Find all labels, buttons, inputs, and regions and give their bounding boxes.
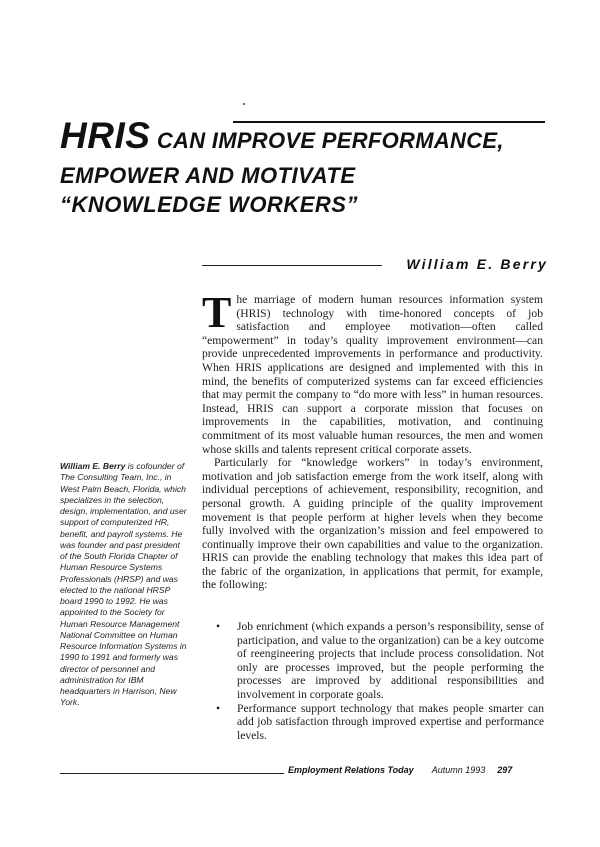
author-bio [60, 461, 188, 709]
paragraph-2: Particularly for “knowledge workers” in today’s environment, motivation and job satisfaction emerge from the work itself, along with individual perceptions of achievement, responsibility, recognition, and personal growth. A guiding principle of the quality improvement movement is that people perform at higher levels when they become fully involved with the organization’s mission and feel empowered to continually improve their own capabilities and value to the organization. HRIS can provide the enabling technology that makes this idea part of the fabric of the organization, in applications that permit, for example, the following: [202, 456, 543, 592]
author-bio-name: William E. Berry [60, 461, 126, 471]
list-item [216, 620, 544, 702]
article-title [60, 116, 560, 219]
article-body [202, 288, 543, 592]
byline-rule [202, 265, 382, 266]
bullet-text: Job enrichment (which expands a person’s responsibility, sense of participation, and value to the organization) can be a key outcome of reengineering projects that include process consolidation. Not only are processes improved, but the people performing the processes are improved by additional responsibilities and involvement in corporate goals. [237, 620, 544, 701]
title-line-1 [60, 116, 560, 161]
journal-name: Employment Relations Today [288, 765, 414, 775]
paragraph-1 [202, 288, 543, 456]
drop-cap: T [202, 288, 232, 337]
bullet-icon: • [216, 700, 221, 715]
page-footer [288, 765, 544, 775]
bullet-icon: • [216, 619, 221, 633]
paragraph-1-text: he marriage of modern human resources information system (HRIS) technology with time-honored concepts of job satisfaction and employee motivation—often called “empowerment” in today’s quality improvement environment—can provide unprecedented improvements in performance and productivity. When HRIS applications are designed and implemented with this in mind, the benefits of computerized systems can far exceed efficiencies that may permit the company to “do more with less” in human resources. Instead, HRIS can support a corporate mission that focuses on improvements in the capabilities, motivation, and continuing commitment of its most valuable human resources, the men and women whose skills and talents represent critical corporate assets. [202, 293, 543, 456]
title-line-2: EMPOWER AND MOTIVATE [60, 163, 356, 188]
bullet-text: Performance support technology that makes people smarter can add job satisfaction through improved expertise and performance levels. [237, 701, 544, 742]
title-line-3: “KNOWLEDGE WORKERS” [60, 192, 358, 217]
issue-date: Autumn 1993 [431, 765, 486, 775]
title-hris: HRIS [60, 115, 151, 156]
bullet-list [216, 620, 544, 742]
author-bio-text: is cofounder of The Consulting Team, Inc., in West Palm Beach, Florida, which specializes in the selection, design, implementation, and user support of computerized HR, benefit, and payroll systems. He was founder and past president of the South Florida Chapter of Human Resource Systems Professionals (HRSP) and was elected to the national HRSP board 1990 to 1992. He was appointed to the Society for Human Resource Management National Committee on Human Resource Information Systems in 1990 to 1991 and formerly was director of personnel and administration for IBM headquarters in Harrison, New York. [60, 461, 187, 708]
list-item [216, 702, 544, 743]
print-speck [243, 103, 245, 105]
author-byline: William E. Berry [406, 256, 548, 272]
title-line-1-rest: CAN IMPROVE PERFORMANCE, [150, 128, 504, 153]
footer-rule [60, 773, 284, 774]
page-number: 297 [497, 765, 513, 775]
